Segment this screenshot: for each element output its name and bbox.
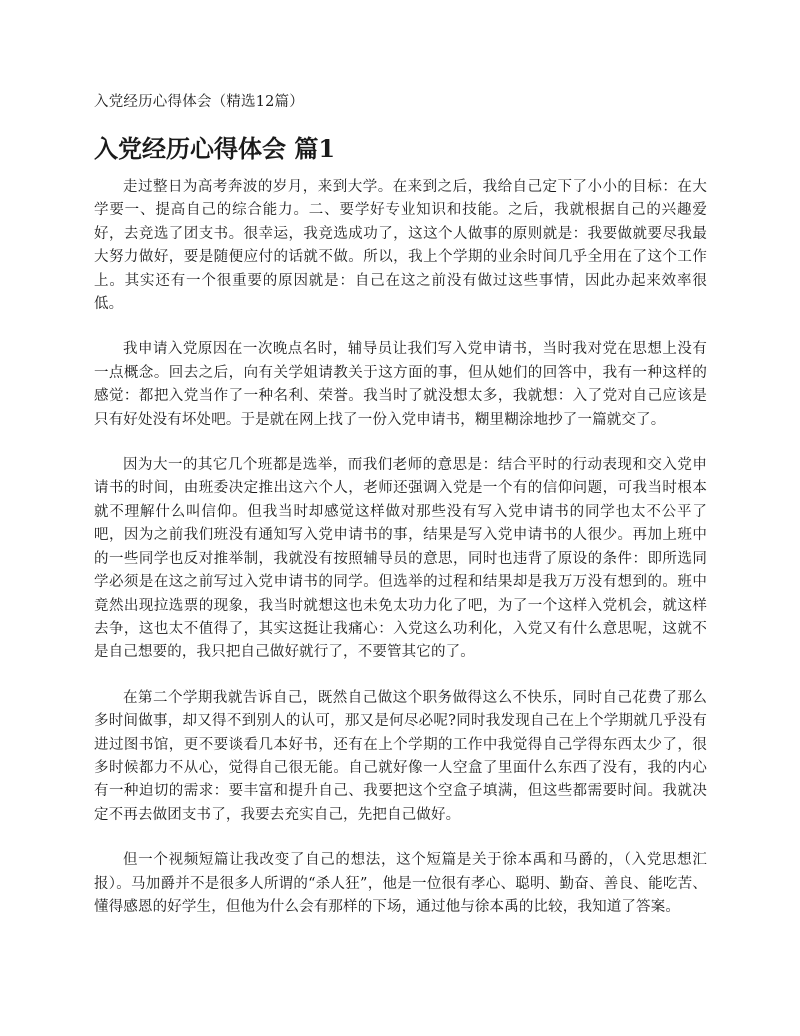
paragraph-5: 但一个视频短篇让我改变了自己的想法，这个短篇是关于徐本禹和马爵的，（入党思想汇报）。马加爵并不是很多人所谓的“杀人狂”，他是一位很有孝心、聪明、勤奋、善良、能吃苦、懂得感恩的好学生，但他为什么会有那样的下场，通过他与徐本禹的比较，我知道了答案。 <box>94 852 707 915</box>
paragraph-3: 因为大一的其它几个班都是选举，而我们老师的意思是：结合平时的行动表现和交入党申请书的时间，由班委决定推出这六个人，老师还强调入党是一个有的信仰问题，可我当时根本就不理解什么叫信仰。但我当时却感觉这样做对那些没有写入党申请书的同学也太不公平了吧，因为之前我们班没有通知写入党申请书的事，结果是写入党申请书的人很少。再加上班中的一些同学也反对推举制，我就没有按照辅导员的意思，同时也违背了原设的条件：即所选同学必须是在这之前写过入党申请书的同学。但选举的过程和结果却是我万万没有想到的。班中竟然出现拉选票的现象，我当时就想这也未免太功力化了吧，为了一个这样入党机会，就这样去争，这也太不值得了，其实这挺让我痛心：入党这么功利化，入党又有什么意思呢，这就不是自己想要的，我只把自己做好就行了，不要管其它的了。 <box>94 457 707 661</box>
article-title: 入党经历心得体会 篇1 <box>94 134 336 163</box>
document-header: 入党经历心得体会（精选12篇） <box>94 94 304 110</box>
paragraph-2: 我申请入党原因在一次晚点名时，辅导员让我们写入党申请书，当时我对党在思想上没有一点概念。回去之后，向有关学姐请教关于这方面的事，但从她们的回答中，我有一种这样的感觉：都把入党当作了一种名利、荣誉。我当时了就没想太多，我就想：入了党对自己应该是只有好处没有坏处吧。于是就在网上找了一份入党申请书，糊里糊涂地抄了一篇就交了。 <box>94 341 707 428</box>
paragraph-1: 走过整日为高考奔波的岁月，来到大学。在来到之后，我给自己定下了小小的目标：在大学要一、提高自己的综合能力。二、要学好专业知识和技能。之后，我就根据自己的兴趣爱好，去竞选了团支书。很幸运，我竞选成功了，这这个人做事的原则就是：我要做就要尽我最大努力做好，要是随便应付的话就不做。所以，我上个学期的业余时间几乎全用在了这个工作上。其实还有一个很重要的原因就是：自己在这之前没有做过这些事情，因此办起来效率很低。 <box>94 179 707 313</box>
article-body <box>94 176 707 941</box>
paragraph-4: 在第二个学期我就告诉自己，既然自己做这个职务做得这么不快乐，同时自己花费了那么多时间做事，却又得不到别人的认可，那又是何尽必呢?同时我发现自己在上个学期就几乎没有进过图书馆，更不要谈看几本好书，还有在上个学期的工作中我觉得自己学得东西太少了，很多时候都力不从心，觉得自己很无能。自己就好像一人空盒了里面什么东西了没有，我的内心有一种迫切的需求：要丰富和提升自己、我要把这个空盒子填满，但这些都需要时间。我就决定不再去做团支书了，我要去充实自己，先把自己做好。 <box>94 689 707 823</box>
